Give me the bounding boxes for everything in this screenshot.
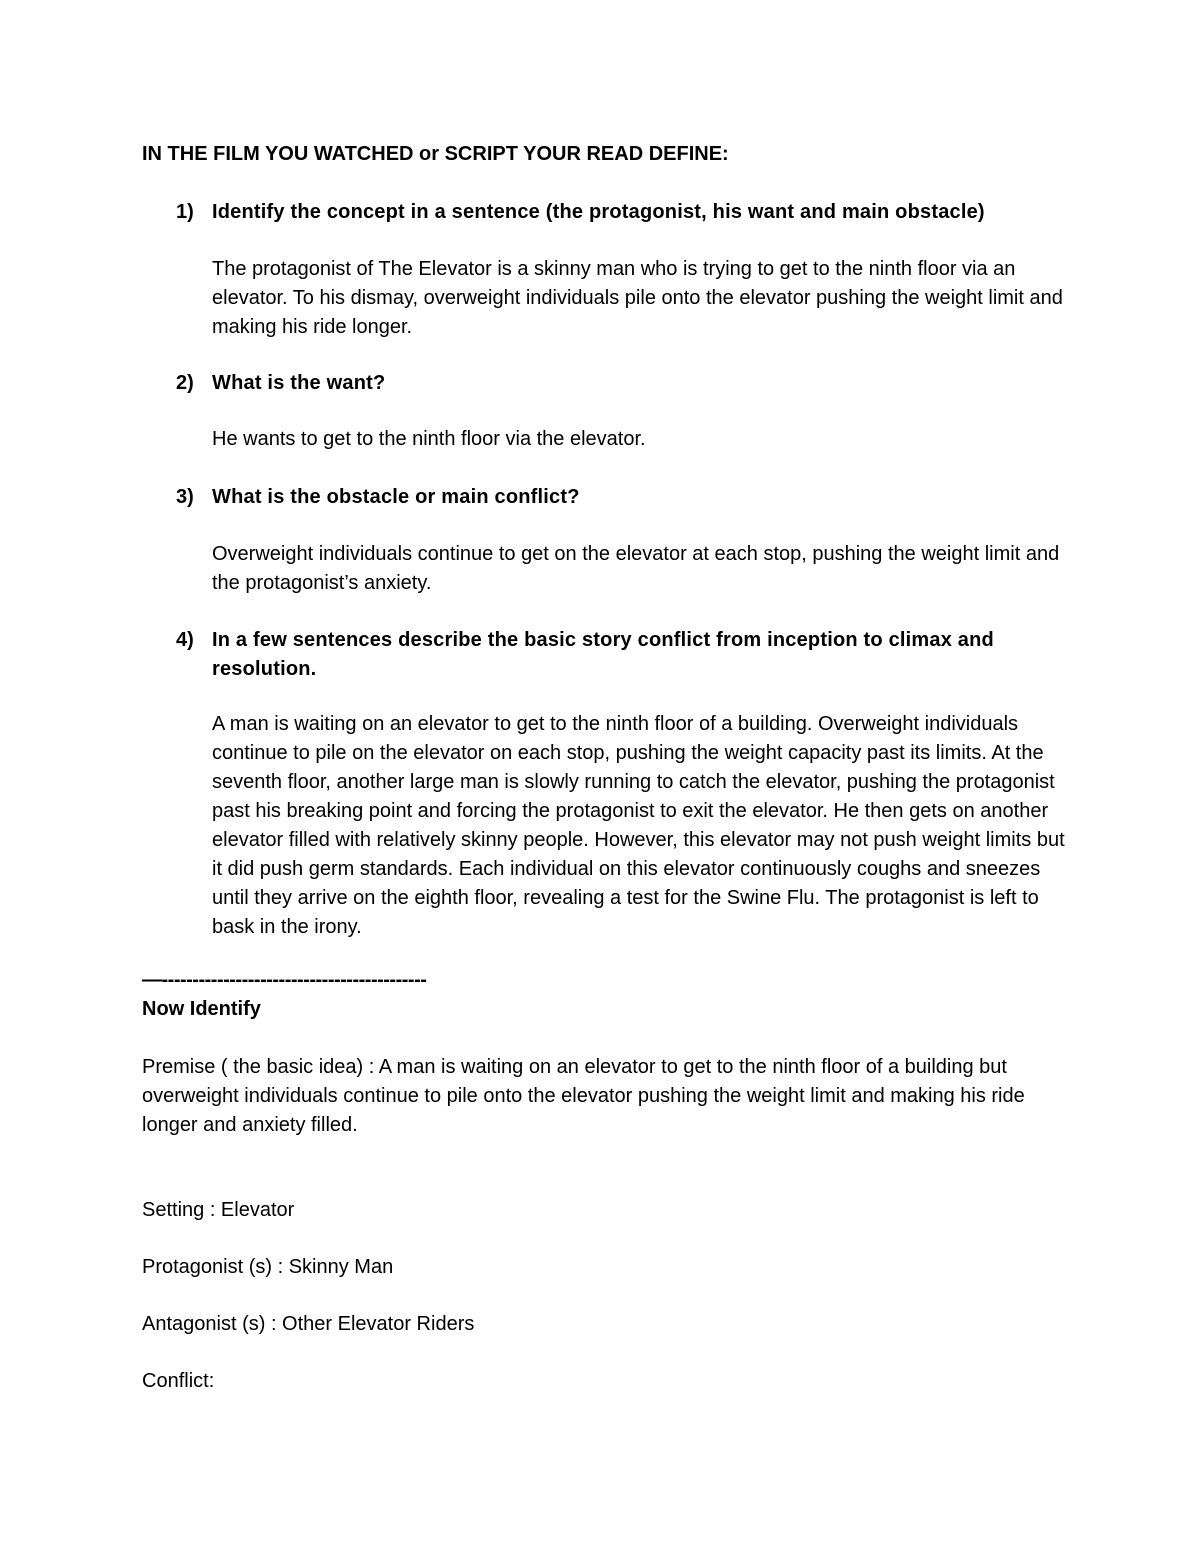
conflict-field: Conflict: — [142, 1370, 215, 1392]
question-number-2: 2) — [176, 372, 194, 394]
answer-2: He wants to get to the ninth floor via the elevator. — [212, 428, 646, 450]
page-heading: IN THE FILM YOU WATCHED or SCRIPT YOUR READ DEFINE: — [142, 143, 729, 165]
question-prompt-4: In a few sentences describe the basic story conflict from inception to climax and resolution. — [212, 629, 994, 680]
now-identify-heading: Now Identify — [142, 998, 261, 1020]
premise-text: Premise ( the basic idea) : A man is waiting on an elevator to get to the ninth floor of a building but overweight individuals continue to pile onto the elevator pushing the weight limit and making his ride longer and anxiety filled. — [142, 1056, 1025, 1136]
question-number-1: 1) — [176, 201, 194, 223]
setting-field: Setting : Elevator — [142, 1199, 295, 1221]
question-prompt-3: What is the obstacle or main conflict? — [212, 486, 580, 508]
question-number-4: 4) — [176, 629, 194, 651]
answer-1: The protagonist of The Elevator is a skinny man who is trying to get to the ninth floor via an elevator. To his dismay, overweight individuals pile onto the elevator pushing the weight limit and making his ride longer. — [212, 258, 1063, 338]
question-number-3: 3) — [176, 486, 194, 508]
question-prompt-1: Identify the concept in a sentence (the protagonist, his want and main obstacle) — [212, 201, 985, 223]
answer-3: Overweight individuals continue to get on the elevator at each stop, pushing the weight limit and the protagonist’s anxiety. — [212, 543, 1060, 594]
answer-4: A man is waiting on an elevator to get to the ninth floor of a building. Overweight individuals continue to pile on the elevator on each stop, pushing the weight capacity past its limits. At the seventh floor, another large man is slowly running to catch the elevator, pushing the protagonist past his breaking point and forcing the protagonist to exit the elevator. He then gets on another elevator filled with relatively skinny people. However, this elevator may not push weight limits but it did push germ standards. Each individual on this elevator continuously coughs and sneezes until they arrive on the eighth floor, revealing a test for the Swine Flu. The protagonist is left to bask in the irony. — [212, 713, 1065, 938]
question-prompt-2: What is the want? — [212, 372, 386, 394]
protagonist-field: Protagonist (s) : Skinny Man — [142, 1256, 394, 1278]
antagonist-field: Antagonist (s) : Other Elevator Riders — [142, 1313, 475, 1335]
section-divider: —------------------------------------------- — [142, 969, 427, 991]
